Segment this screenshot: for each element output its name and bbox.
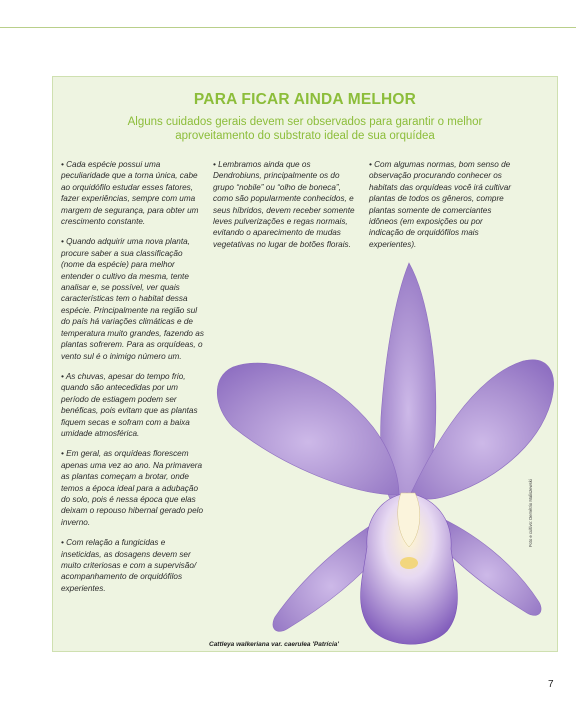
text-column-3 xyxy=(369,159,519,259)
section-subtitle: Alguns cuidados gerais devem ser observados para garantir o melhor aproveitamento do substrato ideal de sua orquídea xyxy=(127,116,483,142)
tips-panel xyxy=(52,76,558,652)
text-column-1 xyxy=(61,159,207,603)
paragraph: • Lembramos ainda que os Dendrobiuns, principalmente os do grupo “nobile” ou “olho de boneca”, como são popularmente conhecidos, e seus híbridos, devem receber somente leves pulverizações e regas normais, evitando o aparecimento de mudas vegetativas no lugar de botões florais. xyxy=(213,160,355,249)
paragraph: • Com algumas normas, bom senso de observação procurando conhecer os habitats das orquídeas você irá cultivar plantas de todos os gêneros, compre plantas somente de comerciantes idôneos (em exposições ou por indicação de orquidófilos mais experientes). xyxy=(369,160,511,249)
section-title: PARA FICAR AINDA MELHOR xyxy=(193,91,417,108)
page-number: 7 xyxy=(548,679,554,690)
paragraph: • As chuvas, apesar do tempo frio, quando são antecedidas por um período de estiagem podem ser benéficas, pois evitam que as plantas fiquem secas e sofram com a baixa umidade atmosférica. xyxy=(61,371,198,438)
photo-caption: Cattleya walkeriana var. caerulea 'Patrícia' xyxy=(209,641,339,648)
photo-credit: Foto e cultivo: Demétrio Maliszewski xyxy=(528,479,533,547)
paragraph: • Quando adquirir uma nova planta, procure saber a sua classificação (nome da espécie) para melhor entender o cultivo da mesma, tente analisar e, se possível, ver quais características tem o habitat dessa espécie. Principalmente na região sul do país há variações climáticas e de temperatura muito grandes, fazendo as plantas sofrerem. Para as orquídeas, o vento sul é o inimigo número um. xyxy=(61,237,204,361)
text-column-2 xyxy=(213,159,359,259)
top-rule xyxy=(0,27,576,28)
paragraph: • Em geral, as orquídeas florescem apenas uma vez ao ano. Na primavera as plantas começam a brotar, onde temos a época ideal para a adubação do solo, pois é nessa época que elas deixam o repouso hibernal gerado pelo inverno. xyxy=(61,449,204,527)
paragraph: • Cada espécie possui uma peculiaridade que a torna única, cabe ao orquidófilo estudar esses fatores, fazer experiências, sempre com uma margem de segurança, para obter um crescimento constante. xyxy=(61,160,199,227)
paragraph: • Com relação a fungicidas e inseticidas, as dosagens devem ser muito criteriosas e com a supervisão/ acompanhamento de orquidófilos experientes. xyxy=(61,538,197,593)
orchid-photo xyxy=(203,257,558,651)
